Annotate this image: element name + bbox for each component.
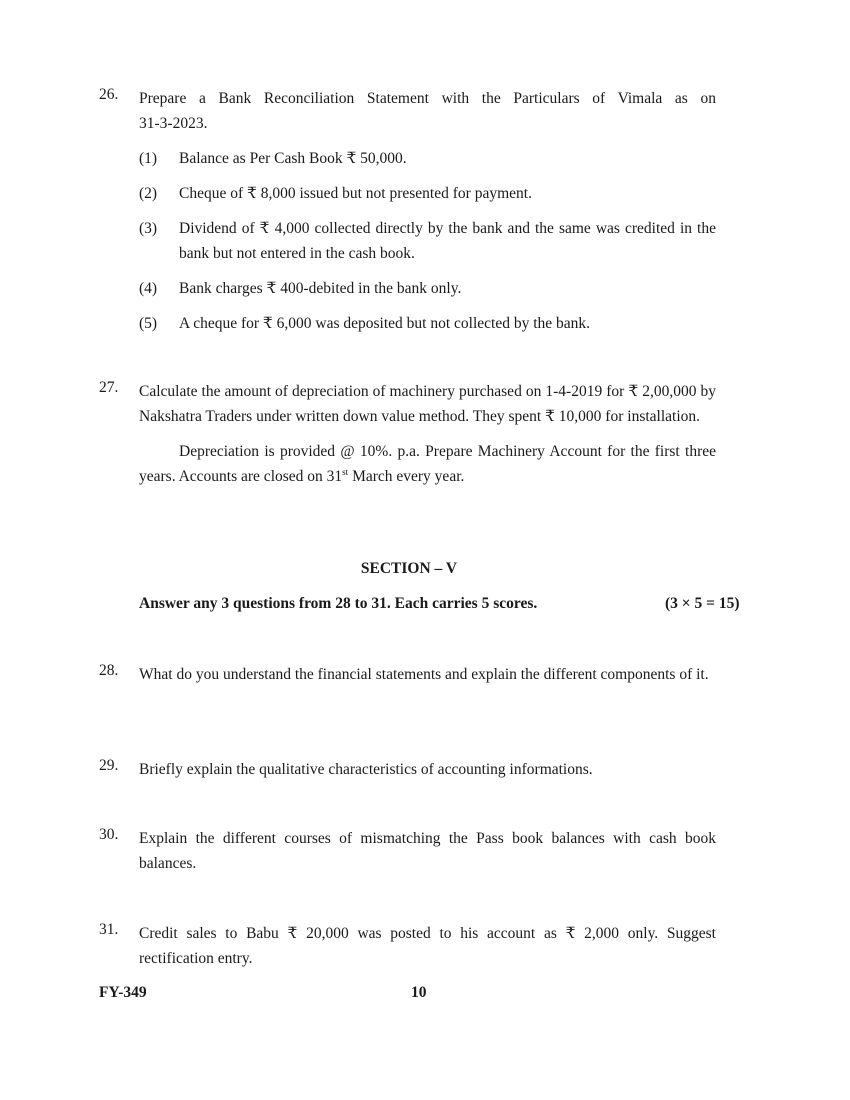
question-paragraph-2: Depreciation is provided @ 10%. p.a. Prepare Machinery Account for the first three years. Accounts are closed on 31st March every year. <box>139 443 716 485</box>
question-text <box>139 86 716 136</box>
item-number: (5) <box>139 315 158 332</box>
item-number: (4) <box>139 280 158 297</box>
question-text-line2: 31-3-2023. <box>139 115 208 132</box>
item-number: (1) <box>139 150 158 167</box>
item-text: Cheque of ₹ 8,000 issued but not presented for payment. <box>179 185 532 202</box>
item-text: Balance as Per Cash Book ₹ 50,000. <box>179 150 407 167</box>
question-text: Credit sales to Babu ₹ 20,000 was posted to his account as ₹ 2,000 only. Suggest rectification entry. <box>139 925 716 967</box>
list-item <box>139 311 716 336</box>
item-number: (3) <box>139 220 158 237</box>
question-number: 31. <box>99 921 119 938</box>
question-text: Calculate the amount of depreciation of machinery purchased on 1-4-2019 for ₹ 2,00,000 by Nakshatra Traders under written down value method. They spent ₹ 10,000 for installation. <box>139 383 716 425</box>
list-item <box>139 146 716 171</box>
item-text: Dividend of ₹ 4,000 collected directly by the bank and the same was credited in the bank but not entered in the cash book. <box>179 220 716 262</box>
footer-page-number: 10 <box>411 984 427 1001</box>
question-number: 28. <box>99 662 119 679</box>
section-title: SECTION – V <box>360 560 458 577</box>
section-marks: (3 × 5 = 15) <box>665 595 740 612</box>
question-text: Explain the different courses of mismatching the Pass book balances with cash book balances. <box>139 830 716 872</box>
list-item <box>139 276 716 301</box>
footer-paper-code: FY-349 <box>99 984 147 1001</box>
question-number: 29. <box>99 757 119 774</box>
question-text: Briefly explain the qualitative characteristics of accounting informations. <box>139 761 593 778</box>
question-27 <box>99 379 716 489</box>
question-29 <box>99 757 716 782</box>
question-30 <box>99 826 716 876</box>
list-item <box>139 216 716 266</box>
item-number: (2) <box>139 185 158 202</box>
question-26 <box>99 86 716 346</box>
question-28 <box>99 662 716 687</box>
section-instruction: Answer any 3 questions from 28 to 31. Each carries 5 scores. <box>139 595 538 612</box>
question-number: 26. <box>99 86 119 103</box>
question-26-items <box>139 146 716 336</box>
item-text: A cheque for ₹ 6,000 was deposited but not collected by the bank. <box>179 315 591 332</box>
item-text: Bank charges ₹ 400-debited in the bank only. <box>179 280 462 297</box>
question-number: 30. <box>99 826 119 843</box>
question-text-line1: Prepare a Bank Reconciliation Statement with the Particulars of Vimala as on <box>139 90 716 107</box>
question-number: 27. <box>99 379 119 396</box>
question-text: What do you understand the financial statements and explain the different components of it. <box>139 666 709 683</box>
list-item <box>139 181 716 206</box>
question-31 <box>99 921 716 971</box>
